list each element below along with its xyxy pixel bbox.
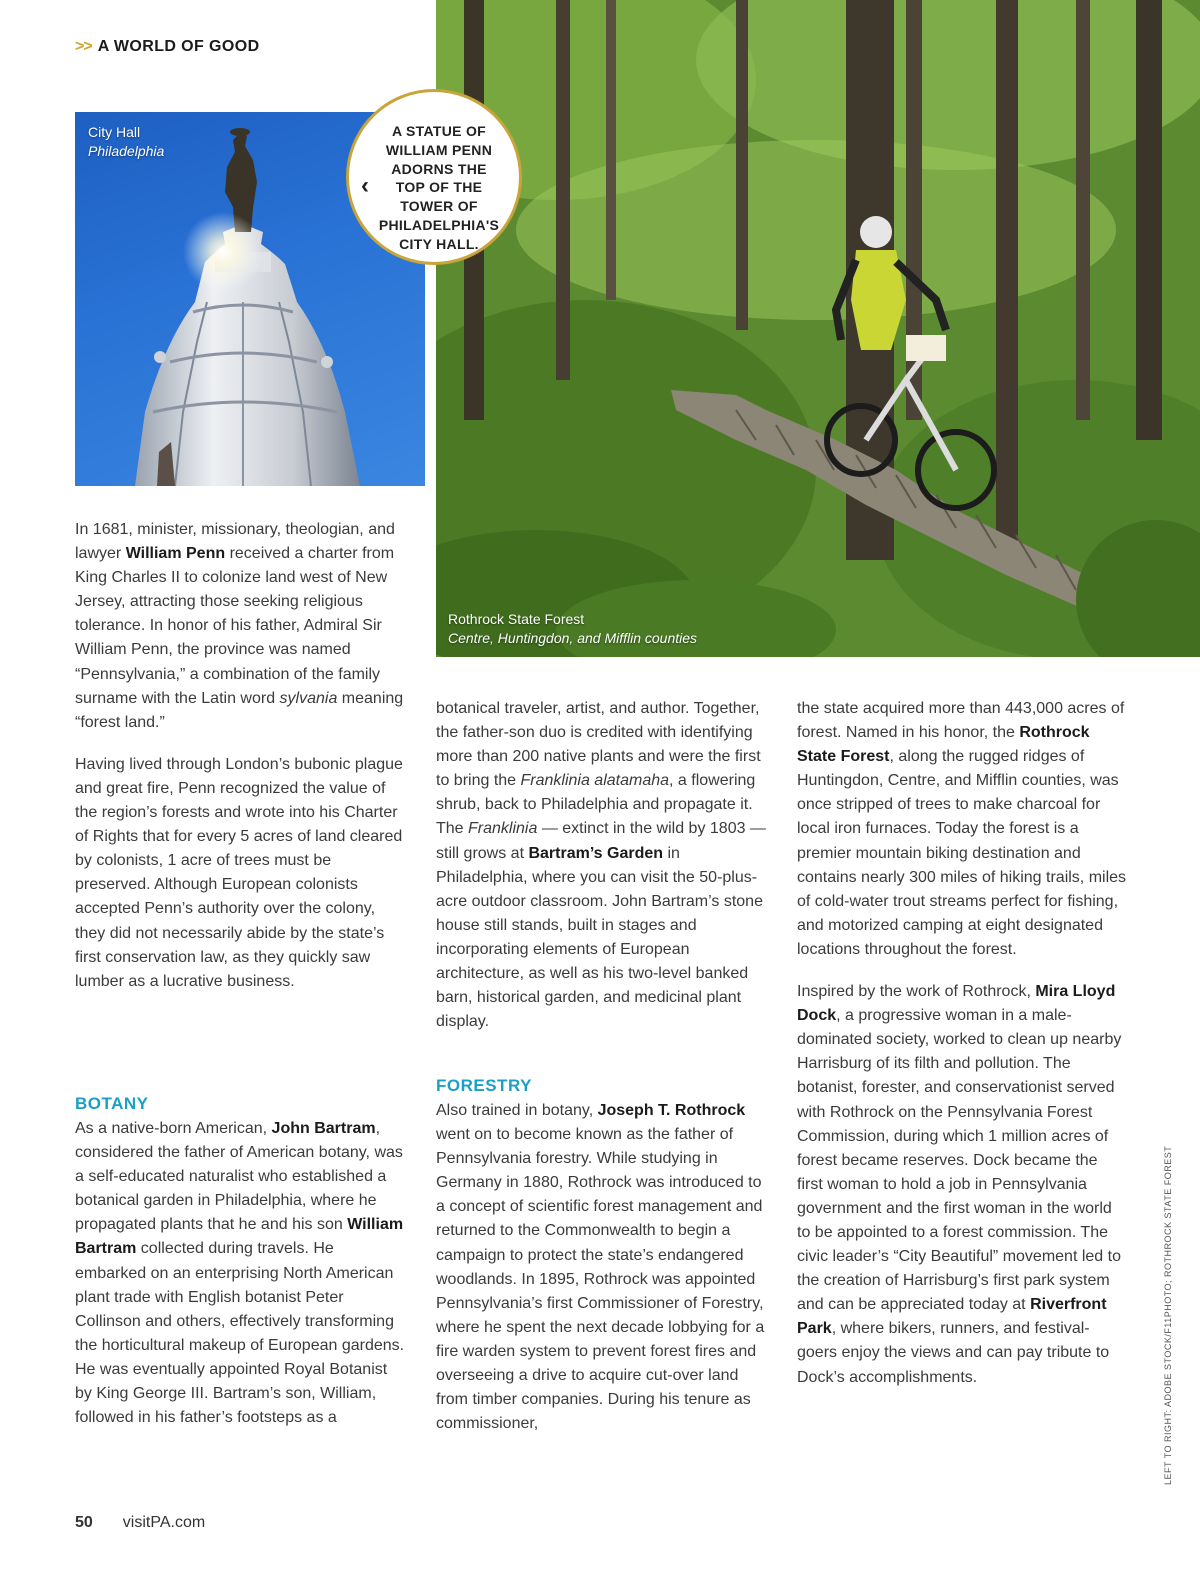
paragraph-mira-dock (797, 980, 1127, 1390)
section-header (75, 38, 260, 56)
text-run: meaning “forest land.” (75, 689, 404, 731)
caption-title: City Hall (88, 124, 141, 140)
section-title: A WORLD OF GOOD (97, 38, 260, 55)
term-sylvania: sylvania (279, 689, 338, 707)
folio (75, 1514, 205, 1532)
name-joseph-rothrock: Joseph T. Rothrock (597, 1102, 746, 1119)
caption-place: Centre, Huntingdon, and Mifflin counties (448, 630, 698, 646)
paragraph-franklinia (436, 697, 766, 1034)
term-franklinia-alatamaha: Franklinia alatamaha (520, 772, 670, 790)
paragraph-penn-charter (75, 518, 405, 735)
place-bartrams-garden: Bartram’s Garden (528, 844, 664, 862)
page-number: 50 (75, 1514, 93, 1531)
text-run: the state acquired more than 443,000 acres of forest. Named in his honor, the (797, 700, 1125, 742)
text-run: , a flowering shrub, back to Philadelphia and propagate it. The (436, 772, 756, 838)
text-run: As a native-born American, (75, 1120, 272, 1137)
text-run: received a charter from King Charles II to colonize land west of New Jersey, attracting those seeking religious tolerance. In honor of his father, Admiral Sir William Penn, the province was named “Pennsylvania,” a combination of the family surname with the Latin word (75, 545, 395, 707)
photo-credit: LEFT TO RIGHT: ADOBE STOCK/F11PHOTO; ROTHROCK STATE FOREST (1163, 1145, 1173, 1485)
column-2 (436, 697, 766, 1034)
place-rothrock-state-forest: Rothrock State Forest (797, 724, 1090, 766)
city-hall-caption (88, 123, 164, 161)
chevron-icon: >> (75, 38, 92, 55)
text-run: Also trained in botany, (436, 1102, 598, 1119)
text-run: , considered the father of American botany, was a self-educated naturalist who established a botanical garden in Philadelphia, where he propagated plants that he and his son (75, 1120, 403, 1234)
name-john-bartram: John Bartram (271, 1120, 376, 1137)
text-run: , a progressive woman in a male-dominated society, worked to clean up nearby Harrisburg of its filth and pollution. The botanist, forester, and conservationist served with Rothrock on the Pennsylvania Forest Commission, during which 1 million acres of forest became reserves. Dock became the first woman to hold a job in Pennsylvania government and the first woman in the world to be appointed to a forest commission. The civic leader’s “City Beautiful” movement led to the creation of Harrisburg’s first park system and can be appreciated today at (797, 1007, 1122, 1314)
forest-biker-illustration (436, 0, 1200, 657)
callout-text: A STATUE OF WILLIAM PENN ADORNS THE TOP OF THE TOWER OF PHILADELPHIA'S CITY HALL. (378, 123, 500, 252)
statue-callout (346, 89, 522, 265)
column-2-forestry (436, 1099, 766, 1436)
text-run: — extinct in the wild by 1803 — still grows at (436, 820, 766, 862)
chevron-left-icon: ‹ (361, 172, 369, 199)
caption-place: Philadelphia (88, 143, 165, 159)
term-franklinia: Franklinia (468, 820, 538, 838)
paragraph-bartram (75, 1117, 405, 1430)
text-run: , where bikers, runners, and festival-goers enjoy the views and can pay tribute to Dock’s accomplishments. (797, 1320, 1110, 1386)
place-riverfront-park: Riverfront Park (797, 1296, 1107, 1338)
paragraph-penn-charter-rights: Having lived through London’s bubonic plague and great fire, Penn recognized the value of the region’s forests and wrote into his Charter of Rights that for every 5 acres of land cleared by colonists, 1 acre of trees must be preserved. Although European colonists accepted Penn’s authority over the colony, they did not necessarily abide by the state’s first conservation law, as they quickly saw lumber as a lucrative business. (75, 755, 403, 990)
forest-caption (448, 610, 697, 648)
column-1-botany (75, 1117, 405, 1430)
text-run: botanical traveler, artist, and author. Together, the father-son duo is credited with identifying more than 200 native plants and were the first to bring the (436, 700, 761, 790)
text-run: In 1681, minister, missionary, theologian, and lawyer (75, 521, 395, 563)
paragraph-rothrock-forest (797, 697, 1127, 962)
column-3 (797, 697, 1127, 1390)
caption-title: Rothrock State Forest (448, 611, 585, 627)
forestry-heading: FORESTRY (436, 1076, 532, 1095)
text-run: Inspired by the work of Rothrock, (797, 983, 1036, 1001)
column-1 (75, 518, 405, 994)
text-run: in Philadelphia, where you can visit the 50-plus-acre outdoor classroom. John Bartram’s stone house still stands, built in stages and incorporating elements of European architecture, as well as his two-level banked barn, historical garden, and medicinal plant display. (436, 844, 763, 1031)
website-link[interactable]: visitPA.com (122, 1514, 206, 1531)
name-mira-lloyd-dock: Mira Lloyd Dock (797, 983, 1116, 1025)
text-run: , along the rugged ridges of Huntingdon, Centre, and Mifflin counties, was once stripped of trees to make charcoal for local iron furnaces. Today the forest is a premier mountain biking destination and contains nearly 300 miles of hiking trails, miles of cold-water trout streams perfect for fishing, and motorized camping at eight designated locations throughout the forest. (797, 748, 1127, 958)
name-william-bartram: William Bartram (75, 1216, 404, 1258)
text-run: went on to become known as the father of Pennsylvania forestry. While studying in Germany in 1880, Rothrock was introduced to a concept of scientific forest management and returned to the Commonwealth to begin a campaign to protect the state’s endangered woodlands. In 1895, Rothrock was appointed Pennsylvania’s first Commissioner of Forestry, where he spent the next decade lobbying for a fire warden system to prevent forest fires and overseeing a drive to acquire cut-over land from timber companies. During his tenure as commissioner, (436, 1126, 765, 1433)
rothrock-forest-photo (436, 0, 1200, 657)
botany-heading: BOTANY (75, 1094, 149, 1113)
name-william-penn: William Penn (125, 545, 226, 563)
text-run: collected during travels. He embarked on an enterprising North American plant trade with English botanist Peter Collinson and others, effectively transforming the horticultural makeup of European gardens. He was eventually appointed Royal Botanist by King George III. Bartram’s son, William, followed in his father’s footsteps as a (75, 1240, 405, 1427)
paragraph-rothrock (436, 1099, 766, 1436)
